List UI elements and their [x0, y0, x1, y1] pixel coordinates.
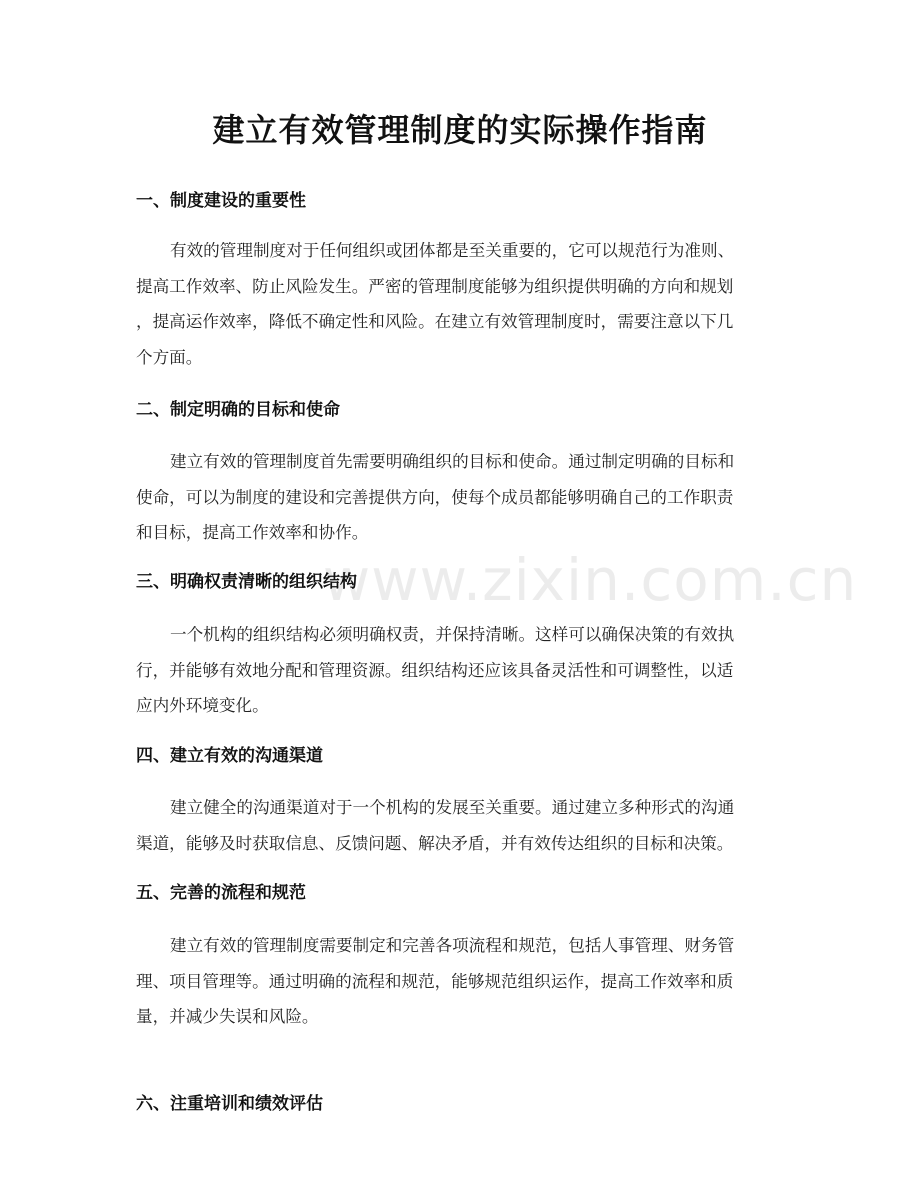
section-heading-2: 二、制定明确的目标和使命 — [136, 400, 340, 420]
section-body-5 — [136, 928, 786, 1035]
paragraph-line: 建立有效的管理制度首先需要明确组织的目标和使命。通过制定明确的目标和 — [170, 452, 735, 471]
paragraph-line: 使命，可以为制度的建设和完善提供方向，使每个成员都能够明确自己的工作职责 — [136, 487, 734, 507]
section-heading-3: 三、明确权责清晰的组织结构 — [136, 572, 357, 592]
paragraph-line: 和目标，提高工作效率和协作。 — [136, 523, 369, 542]
section-heading-4: 四、建立有效的沟通渠道 — [136, 746, 323, 766]
paragraph-line: 渠道，能够及时获取信息、反馈问题、解决矛盾，并有效传达组织的目标和决策。 — [136, 833, 734, 853]
paragraph-line: 量，并减少失误和风险。 — [136, 1007, 319, 1026]
watermark-text: www.zixin.com.cn — [322, 546, 858, 614]
paragraph-line: 理、项目管理等。通过明确的流程和规范，能够规范组织运作，提高工作效率和质 — [136, 971, 734, 991]
section-heading-6: 六、注重培训和绩效评估 — [136, 1094, 323, 1114]
paragraph-line: 个方面。 — [136, 347, 203, 367]
paragraph-line: 一个机构的组织结构必须明确权责，并保持清晰。这样可以确保决策的有效执 — [170, 625, 735, 644]
paragraph-line: 建立健全的沟通渠道对于一个机构的发展至关重要。通过建立多种形式的沟通 — [170, 798, 735, 817]
section-body-4 — [136, 790, 786, 861]
section-heading-5: 五、完善的流程和规范 — [136, 883, 306, 903]
paragraph-line: 行，并能够有效地分配和管理资源。组织结构还应该具备灵活性和可调整性，以适 — [136, 660, 734, 680]
section-body-1 — [136, 233, 786, 375]
paragraph-line: 应内外环境变化。 — [136, 696, 269, 715]
paragraph-line: 有效的管理制度对于任何组织或团体都是至关重要的，它可以规范行为准则、 — [170, 241, 735, 260]
paragraph-line: 提高工作效率、防止风险发生。严密的管理制度能够为组织提供明确的方向和规划 — [136, 276, 734, 296]
section-body-3 — [136, 617, 786, 724]
paragraph-line: ，提高运作效率，降低不确定性和风险。在建立有效管理制度时，需要注意以下几 — [136, 312, 734, 331]
section-body-2 — [136, 444, 786, 551]
section-heading-1: 一、制度建设的重要性 — [136, 191, 306, 211]
paragraph-line: 建立有效的管理制度需要制定和完善各项流程和规范，包括人事管理、财务管 — [170, 936, 735, 955]
document-title: 建立有效管理制度的实际操作指南 — [212, 111, 708, 149]
